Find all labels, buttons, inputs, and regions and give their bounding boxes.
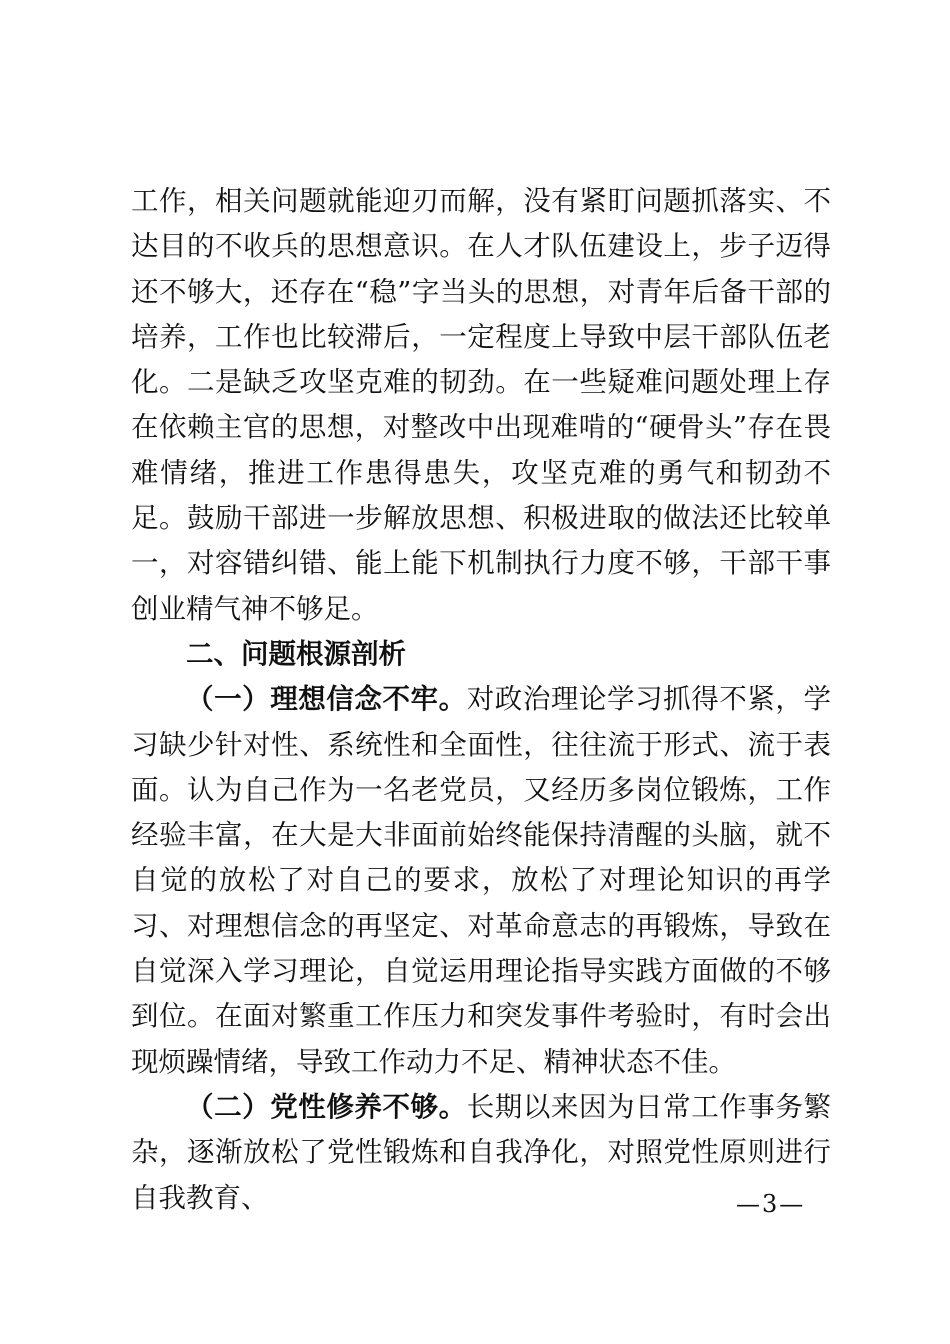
- subsection-text-1: 对政治理论学习抓得不紧，学习缺少针对性、系统性和全面性，往往流于形式、流于表面。认为自己作为一名老党员，又经历多岗位锻炼，工作经验丰富，在大是大非面前始终能保持清醒的头脑，就不自觉的放松了对自己的要求，放松了对理论知识的再学习、对理想信念的再坚定、对革命意志的再锻炼，导致在自觉深入学习理论，自觉运用理论指导实践方面做的不够到位。在面对繁重工作压力和突发事件考验时，有时会出现烦躁情绪，导致工作动力不足、精神状态不佳。: [131, 683, 832, 1078]
- continuation-paragraph: 工作，相关问题就能迎刃而解，没有紧盯问题抓落实、不达目的不收兵的思想意识。在人才队伍建设上，步子迈得还不够大，还存在“稳”字当头的思想，对青年后备干部的培养，工作也比较滞后，一定程度上导致中层干部队伍老化。二是缺乏攻坚克难的韧劲。在一些疑难问题处理上存在依赖主官的思想，对整改中出现难啃的“硬骨头”存在畏难情绪，推进工作患得患失，攻坚克难的勇气和韧劲不足。鼓励干部进一步解放思想、积极进取的做法还比较单一，对容错纠错、能上能下机制执行力度不够，干部干事创业精气神不够足。: [131, 185, 831, 625]
- subsection-text-2: 长期以来因为日常工作事务繁杂，逐渐放松了党性锻炼和自我净化，对照党性原则进行自我教育、: [131, 1090, 832, 1214]
- document-body: [131, 179, 831, 1221]
- subsection-lead-1: （一）理想信念不牢。: [186, 683, 467, 716]
- subsection-paragraph-2: [131, 1085, 831, 1221]
- page-number: —3—: [736, 1190, 806, 1218]
- subsection-lead-2: （二）党性修养不够。: [186, 1090, 467, 1123]
- section-heading: 二、问题根源剖析: [186, 637, 406, 670]
- subsection-paragraph-1: [131, 677, 831, 1085]
